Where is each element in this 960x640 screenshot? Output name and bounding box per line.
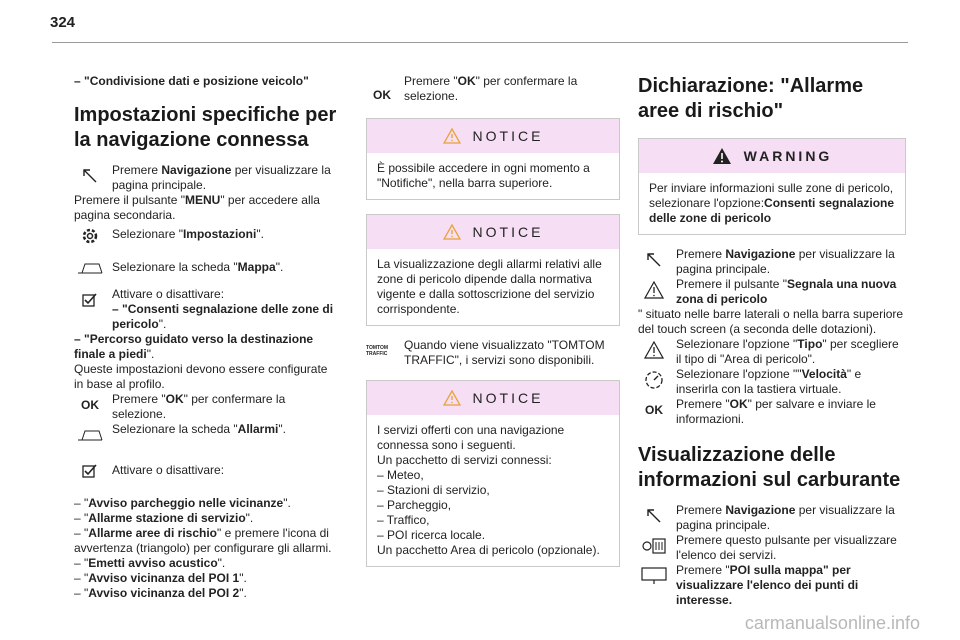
column-1: – "Condivisione dati e posizione veicolo" Impostazioni specifiche per la navigazione connessa Premere Navigazione per visualizzare la pagina principale. Premere il pulsante "MENU" per accedere alla pagina secondaria. Selezionare "Impostazioni". Selezionare la scheda "Mappa". Attivare o disattivare: – "Consenti segnalazione delle zone di pericolo". – "Percorso guidato verso la destinazione finale a piedi". Queste impostazioni devono essere configurate in base al profilo. OK Premere "OK" per confermare la selezione. Selezionare la scheda "Allarmi". Attivare o disattivare: – "Avviso parcheggio nelle vicinanze". – "Allarme stazione di servizio". – "Allarme aree di rischio" e premere l'icona di avvertenza (triangolo) per configurare gli allarmi. – "Emetti avviso acustico". – "Avviso vicinanza del POI 1". – "Avviso vicinanza del POI 2". bbox=[74, 74, 340, 601]
step-menu: Premere il pulsante "MENU" per accedere alla pagina secondaria. bbox=[74, 193, 320, 222]
notice-title: NOTICE bbox=[472, 223, 544, 240]
step-report-zone: Premere il pulsante "Segnala una nuova zona di pericolo bbox=[638, 277, 906, 307]
header-divider bbox=[52, 42, 908, 43]
warning-triangle-icon bbox=[443, 224, 461, 240]
step-navigation: Premere Navigazione per visualizzare la pagina principale. bbox=[74, 163, 340, 193]
navigation-arrow-icon bbox=[638, 503, 670, 529]
tab-icon bbox=[74, 422, 106, 448]
warning-triangle-icon bbox=[638, 277, 670, 303]
list-item: – Meteo, bbox=[377, 468, 424, 482]
notice-box-3: NOTICE I servizi offerti con una navigazione connessa sono i seguenti. Un pacchetto di servizi connessi: – Meteo, – Stazioni di servizio, – Parcheggio, – Traffico, – POI ricerca locale. Un pacchetto Area di pericolo (opzionale). bbox=[366, 380, 620, 567]
column-3: Dichiarazione: "Allarme aree di rischio" WARNING Per inviare informazioni sulle zone di pericolo, selezionare l'opzione:Consenti segnalazione delle zone di pericolo Premere Navigazione per visualizzare la pagina principale. Premere il pulsante "Segnala una nuova zona di pericolo " situato nelle barre laterali o nella barra superiore del touch screen (a seconda delle dotazioni). Selezionare l'opzione "Tipo" per scegliere il tipo di "Area di pericolo". Selezionare l'opzione ""Velocità" e inserirla con la tastiera virtuale. OK Premere "OK" per salvare e inviare le informazioni. Visualizzazione delle informazioni sul carburante Premere Navigazione per visualizzare la pagina principale. Premere questo pulsante per visualizzare l'elenco dei servizi. Premere "POI sulla mappa" per visualizzare l'elenco dei punti di interesse. bbox=[638, 74, 906, 608]
step-type: Selezionare l'opzione "Tipo" per scegliere il tipo di "Area di pericolo". bbox=[638, 337, 906, 367]
step-alarms-tab: Selezionare la scheda "Allarmi". bbox=[74, 422, 340, 448]
notice-title: NOTICE bbox=[472, 127, 544, 144]
warning-box: WARNING Per inviare informazioni sulle zone di pericolo, selezionare l'opzione:Consenti segnalazione delle zone di pericolo bbox=[638, 138, 906, 235]
ok-icon: OK bbox=[81, 397, 99, 412]
list-item: – Traffico, bbox=[377, 513, 430, 527]
checkbox-icon bbox=[74, 287, 106, 313]
section-heading-connected-nav: Impostazioni specifiche per la navigazione connessa bbox=[74, 104, 337, 151]
tab-icon bbox=[74, 255, 106, 281]
page-number: 324 bbox=[50, 14, 76, 31]
step-ok: OK Premere "OK" per confermare la selezione. bbox=[74, 392, 340, 422]
poi-map-icon bbox=[638, 563, 670, 589]
step-speed: Selezionare l'opzione ""Velocità" e inserirla con la tastiera virtuale. bbox=[638, 367, 906, 397]
alarm-list: – "Avviso parcheggio nelle vicinanze". – "Allarme stazione di servizio". – "Allarme aree di rischio" e premere l'icona di avvertenza (triangolo) per configurare gli allarmi. – "Emetti avviso acustico". – "Avviso vicinanza del POI 1". – "Avviso vicinanza del POI 2". bbox=[74, 496, 332, 600]
step-ok-send: OK Premere "OK" per salvare e inviare le informazioni. bbox=[638, 397, 906, 427]
dash-item: – "Condivisione dati e posizione veicolo" bbox=[74, 74, 309, 88]
step-navigation: Premere Navigazione per visualizzare la pagina principale. bbox=[638, 247, 906, 277]
navigation-arrow-icon bbox=[74, 163, 106, 189]
section-heading-fuel: Visualizzazione delle informazioni sul carburante bbox=[638, 444, 901, 491]
notice-text: La visualizzazione degli allarmi relativi alle zone di pericolo dipende dalla normativa vigente e dalla sottoscrizione del servizio corrispondente. bbox=[377, 257, 602, 316]
warning-title: WARNING bbox=[743, 147, 833, 164]
warning-triangle-icon bbox=[638, 337, 670, 363]
services-list-icon bbox=[638, 533, 670, 559]
list-item: – Parcheggio, bbox=[377, 498, 452, 512]
warning-triangle-icon bbox=[443, 390, 461, 406]
step-poi: Premere "POI sulla mappa" per visualizzare l'elenco dei punti di interesse. bbox=[638, 563, 906, 608]
step-navigation: Premere Navigazione per visualizzare la pagina principale. bbox=[638, 503, 906, 533]
checkbox-icon bbox=[74, 458, 106, 484]
notice-box-1 bbox=[366, 118, 620, 200]
step-services: Premere questo pulsante per visualizzare l'elenco dei servizi. bbox=[638, 533, 906, 563]
step-settings: Selezionare "Impostazioni". bbox=[74, 223, 340, 249]
profile-note: Queste impostazioni devono essere configurate in base al profilo. bbox=[74, 362, 328, 391]
step-ok-confirm: OK Premere "OK" per confermare la selezione. bbox=[366, 74, 620, 108]
notice-box-2 bbox=[366, 214, 620, 326]
step-toggle: Attivare o disattivare: – "Consenti segnalazione delle zone di pericolo". bbox=[74, 287, 340, 332]
column-2 bbox=[366, 74, 620, 567]
watermark: carmanualsonline.info bbox=[744, 613, 920, 633]
section-heading-danger-zone: Dichiarazione: "Allarme aree di rischio" bbox=[638, 75, 864, 122]
ok-icon: OK bbox=[373, 87, 391, 102]
step-toggle-2: Attivare o disattivare: bbox=[74, 458, 340, 484]
speedometer-icon bbox=[638, 367, 670, 393]
gear-icon bbox=[74, 223, 106, 249]
navigation-arrow-icon bbox=[638, 247, 670, 273]
list-item: – Stazioni di servizio, bbox=[377, 483, 490, 497]
list-item: – POI ricerca locale. bbox=[377, 528, 486, 542]
ok-icon: OK bbox=[645, 402, 663, 417]
warning-triangle-icon bbox=[443, 128, 461, 144]
warning-triangle-icon bbox=[712, 147, 732, 165]
notice-title: NOTICE bbox=[472, 389, 544, 406]
step-map-tab: Selezionare la scheda "Mappa". bbox=[74, 255, 340, 281]
tomtom-traffic-logo-icon: TOMTOM TRAFFIC bbox=[366, 345, 389, 357]
tomtom-row: TOMTOM TRAFFIC Quando viene visualizzato "TOMTOM TRAFFIC", i servizi sono disponibili. bbox=[366, 338, 605, 367]
notice-text: È possibile accedere in ogni momento a "Notifiche", nella barra superiore. bbox=[377, 161, 590, 190]
